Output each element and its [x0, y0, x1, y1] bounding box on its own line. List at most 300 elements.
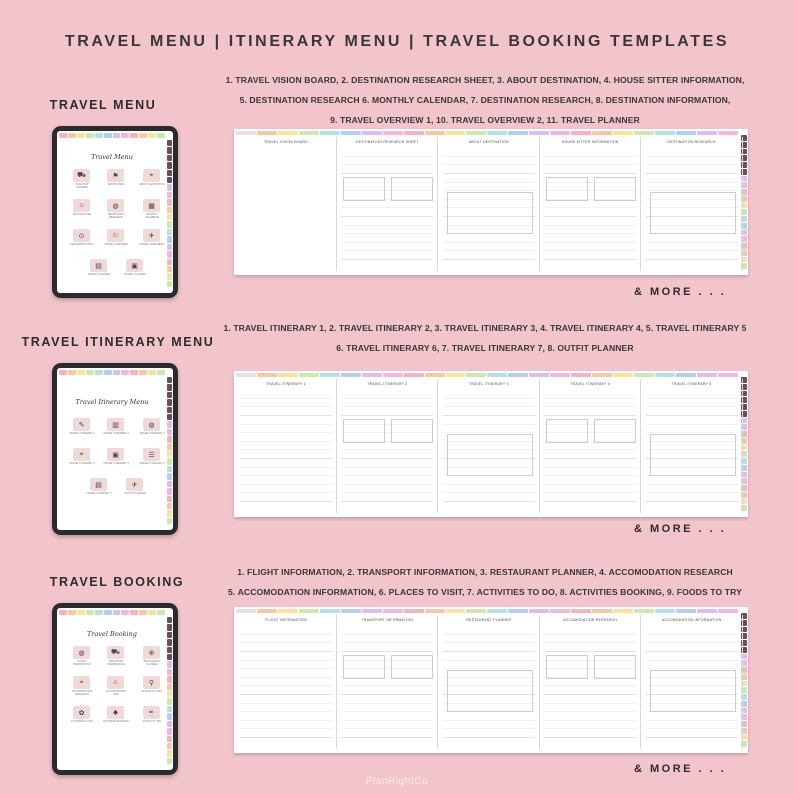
side-tab[interactable] — [167, 451, 172, 457]
outfit-icon[interactable]: ✈ — [126, 478, 143, 491]
template-page — [337, 379, 438, 513]
template-page — [642, 615, 743, 749]
tab[interactable] — [77, 370, 85, 375]
template-page-title: TRAVEL ITINERARY 3 — [468, 382, 509, 386]
side-tab[interactable] — [167, 488, 172, 494]
template-page-title: RESTAURANT PLANNER — [466, 618, 512, 622]
suitcase-icon[interactable]: ▣ — [107, 448, 124, 461]
tab[interactable] — [121, 370, 129, 375]
tab[interactable] — [362, 131, 382, 135]
globe-icon[interactable]: ◍ — [107, 199, 124, 212]
template-box — [594, 419, 636, 443]
side-tab[interactable] — [167, 503, 172, 509]
tile-caption: TRAVEL PLANNER — [124, 273, 146, 276]
template-page-title: DESTINATION RESEARCH SHEET — [356, 140, 419, 144]
tab[interactable] — [257, 609, 277, 613]
side-tab[interactable] — [167, 407, 172, 413]
tab[interactable] — [148, 370, 156, 375]
tab[interactable] — [487, 131, 507, 135]
booking-icon[interactable]: ✸ — [107, 706, 124, 719]
tab[interactable] — [466, 373, 486, 377]
tile-caption: ABOUT DESTINATION — [139, 183, 165, 186]
tab[interactable] — [550, 131, 570, 135]
tab[interactable] — [320, 131, 340, 135]
tab[interactable] — [86, 610, 94, 615]
side-tab[interactable] — [167, 162, 172, 168]
tab[interactable] — [676, 131, 696, 135]
ruled-lines — [544, 626, 636, 745]
template-page — [540, 615, 641, 749]
side-tab[interactable] — [167, 281, 172, 287]
tile-caption: OUTFIT PLANNER — [124, 492, 146, 495]
tab[interactable] — [77, 133, 85, 138]
tile-caption: ACCOMODATION INFO — [105, 690, 127, 696]
ruled-lines — [544, 390, 636, 509]
tablet-preview-itinerary-menu — [52, 363, 178, 535]
template-page-title: TRAVEL ITINERARY 5 — [671, 382, 712, 386]
tab[interactable] — [404, 373, 424, 377]
tab[interactable] — [634, 373, 654, 377]
template-box — [650, 192, 736, 234]
tab[interactable] — [718, 609, 738, 613]
tablet-screen — [57, 368, 173, 530]
side-tab[interactable] — [167, 273, 172, 279]
tab[interactable] — [613, 609, 633, 613]
template-page — [439, 379, 540, 513]
tab[interactable] — [278, 609, 298, 613]
tab[interactable] — [529, 609, 549, 613]
tab[interactable] — [148, 610, 156, 615]
side-tab[interactable] — [167, 229, 172, 235]
side-tab[interactable] — [167, 147, 172, 153]
pin-icon[interactable]: ⊙ — [73, 229, 90, 242]
tab[interactable] — [257, 131, 277, 135]
tab[interactable] — [508, 131, 528, 135]
house-icon[interactable]: ⌂ — [73, 199, 90, 212]
side-tab[interactable] — [167, 429, 172, 435]
side-tab[interactable] — [167, 676, 172, 682]
tab[interactable] — [95, 610, 103, 615]
tab[interactable] — [104, 610, 112, 615]
tab[interactable] — [404, 131, 424, 135]
template-box — [594, 655, 636, 679]
template-page — [337, 137, 438, 271]
template-page-title: ABOUT DESTINATION — [468, 140, 509, 144]
tab[interactable] — [157, 370, 165, 375]
globe-icon[interactable]: ◍ — [73, 646, 90, 659]
tab[interactable] — [236, 373, 256, 377]
car-icon[interactable]: ⛟ — [107, 646, 124, 659]
map-pin-icon[interactable]: ⌖ — [73, 448, 90, 461]
tab[interactable] — [130, 133, 138, 138]
ruled-lines — [544, 148, 636, 267]
flag-icon[interactable]: ⚑ — [107, 169, 124, 182]
tab[interactable] — [404, 609, 424, 613]
description-line: 9. TRAVEL OVERVIEW 1, 10. TRAVEL OVERVIEW 2, 11. TRAVEL PLANNER — [330, 115, 640, 125]
tab[interactable] — [676, 373, 696, 377]
tab[interactable] — [571, 609, 591, 613]
template-page-title: TRANSPORT INFORMATION — [361, 618, 414, 622]
tablet-preview-travel-booking — [52, 603, 178, 775]
ticket-icon[interactable]: ▣ — [126, 259, 143, 272]
template-page — [540, 137, 641, 271]
car-icon[interactable]: ⛟ — [73, 169, 90, 182]
tab[interactable] — [104, 370, 112, 375]
side-tab[interactable] — [167, 414, 172, 420]
tile-caption: TRAVEL ITINERARY 2 — [103, 432, 129, 435]
section-title-travel-itinerary-menu: TRAVEL ITINERARY MENU — [21, 335, 215, 349]
tab[interactable] — [236, 609, 256, 613]
tab[interactable] — [59, 610, 67, 615]
template-page — [642, 379, 743, 513]
side-tab[interactable] — [167, 698, 172, 704]
template-box — [546, 655, 588, 679]
tile-caption: MONTHLY CALENDAR — [145, 213, 159, 219]
side-tab[interactable] — [167, 691, 172, 697]
tab[interactable] — [299, 131, 319, 135]
tab[interactable] — [697, 131, 717, 135]
template-box — [447, 670, 533, 712]
tile-caption: DESTINATION RESEARCH — [107, 213, 125, 219]
tile-caption: ACTIVITIES BOOKING — [103, 720, 129, 723]
map-pin-icon[interactable]: ⌖ — [73, 676, 90, 689]
side-tab[interactable] — [167, 155, 172, 161]
tile-caption: TRAVEL ITINERARY 5 — [103, 462, 129, 465]
side-tab[interactable] — [167, 736, 172, 742]
restaurant-icon[interactable]: ⊕ — [143, 646, 160, 659]
template-box — [343, 419, 385, 443]
tab[interactable] — [592, 373, 612, 377]
tile-caption: DESTINATION INFO — [70, 243, 94, 246]
tab[interactable] — [655, 609, 675, 613]
tab[interactable] — [139, 133, 147, 138]
tablet-top-tabs — [59, 610, 165, 615]
side-tab[interactable] — [167, 706, 172, 712]
description-line: 5. DESTINATION RESEARCH 6. MONTHLY CALENDAR, 7. DESTINATION RESEARCH, 8. DESTINATION INFORMATION, — [239, 95, 731, 105]
template-spread-itinerary — [234, 371, 748, 517]
spread-top-tabs — [236, 609, 738, 613]
tile-caption: TRAVEL ITINERARY 3 — [139, 432, 165, 435]
tab[interactable] — [487, 609, 507, 613]
ruled-lines — [240, 390, 332, 509]
side-tab[interactable] — [167, 214, 172, 220]
side-tab[interactable] — [167, 259, 172, 265]
side-tab[interactable] — [167, 684, 172, 690]
map-pin-icon[interactable]: ⌖ — [143, 169, 160, 182]
hotel-icon[interactable]: ⌂ — [107, 676, 124, 689]
template-box — [391, 177, 433, 201]
side-tab[interactable] — [167, 721, 172, 727]
side-tab[interactable] — [167, 518, 172, 524]
tab[interactable] — [95, 133, 103, 138]
tab[interactable] — [362, 373, 382, 377]
side-tab[interactable] — [167, 436, 172, 442]
tab[interactable] — [95, 370, 103, 375]
tab[interactable] — [697, 373, 717, 377]
side-tab[interactable] — [167, 207, 172, 213]
side-tab[interactable] — [167, 251, 172, 257]
side-tab[interactable] — [167, 244, 172, 250]
tile-caption: FLIGHT INFORMATION — [73, 660, 91, 666]
tablet-side-tabs — [167, 377, 172, 524]
template-page-title: ACCOMODATION INFORMATION — [661, 618, 722, 622]
tile-caption: ACTIVITIES TO DO — [70, 720, 94, 723]
food-icon[interactable]: ☕ — [143, 706, 160, 719]
tab[interactable] — [77, 610, 85, 615]
tab[interactable] — [425, 131, 445, 135]
tab[interactable] — [278, 373, 298, 377]
tab[interactable] — [130, 610, 138, 615]
side-tab[interactable] — [167, 466, 172, 472]
tab[interactable] — [113, 610, 121, 615]
globe-icon[interactable]: ◍ — [143, 418, 160, 431]
tile-caption: DESTINATION — [107, 183, 125, 186]
side-tab[interactable] — [167, 266, 172, 272]
side-tab[interactable] — [167, 632, 172, 638]
tab[interactable] — [139, 610, 147, 615]
side-tab[interactable] — [167, 661, 172, 667]
calendar-icon[interactable]: ▦ — [143, 199, 160, 212]
tablet-menu-title: Travel Menu — [91, 153, 133, 161]
tablet-top-tabs — [59, 133, 165, 138]
tab[interactable] — [634, 609, 654, 613]
template-box — [546, 419, 588, 443]
template-box — [343, 177, 385, 201]
template-page — [236, 615, 337, 749]
tab[interactable] — [383, 131, 403, 135]
section-description-booking — [200, 562, 770, 602]
tab[interactable] — [341, 131, 361, 135]
template-box — [343, 655, 385, 679]
tab[interactable] — [508, 373, 528, 377]
tab[interactable] — [86, 133, 94, 138]
tab[interactable] — [341, 609, 361, 613]
tab[interactable] — [529, 373, 549, 377]
template-page-title: TRAVEL ITINERARY 4 — [570, 382, 611, 386]
tab[interactable] — [130, 370, 138, 375]
tab[interactable] — [466, 609, 486, 613]
tab[interactable] — [113, 370, 121, 375]
tile-caption: RESTAURANT PLANNER — [143, 660, 161, 666]
description-line: 5. ACCOMODATION INFORMATION, 6. PLACES TO VISIT, 7. ACTIVITIES TO DO, 8. ACTIVITIES BOOKING, 9. FOODS TO TRY — [228, 587, 742, 597]
tab[interactable] — [655, 373, 675, 377]
brand-watermark: PlanRightCo — [365, 776, 429, 787]
side-tab[interactable] — [167, 199, 172, 205]
tab[interactable] — [139, 370, 147, 375]
tablet-screen — [57, 608, 173, 770]
description-line: 1. TRAVEL VISION BOARD, 2. DESTINATION RESEARCH SHEET, 3. ABOUT DESTINATION, 4. HOUSE SITTER INFORMATION, — [225, 75, 745, 85]
side-tab[interactable] — [167, 399, 172, 405]
side-tab[interactable] — [167, 639, 172, 645]
template-spread-booking — [234, 607, 748, 753]
tablet-preview-travel-menu — [52, 126, 178, 298]
side-tab[interactable] — [167, 647, 172, 653]
tab[interactable] — [529, 131, 549, 135]
tab[interactable] — [362, 609, 382, 613]
tab[interactable] — [676, 609, 696, 613]
template-spread-travel-menu — [234, 129, 748, 275]
side-tab[interactable] — [167, 140, 172, 146]
description-line: 6. TRAVEL ITINERARY 6, 7. TRAVEL ITINERARY 7, 8. OUTFIT PLANNER — [336, 343, 634, 353]
tab[interactable] — [299, 609, 319, 613]
side-tab[interactable] — [167, 743, 172, 749]
tab[interactable] — [236, 131, 256, 135]
tab[interactable] — [425, 373, 445, 377]
template-page — [642, 137, 743, 271]
section-description-itinerary — [200, 318, 770, 358]
checklist-icon[interactable]: ☰ — [143, 448, 160, 461]
tab[interactable] — [278, 131, 298, 135]
side-tab[interactable] — [167, 236, 172, 242]
side-tab[interactable] — [167, 758, 172, 764]
tablet-menu-title: Travel Booking — [87, 630, 137, 638]
tab[interactable] — [59, 370, 67, 375]
side-tab[interactable] — [167, 473, 172, 479]
tab[interactable] — [257, 373, 277, 377]
side-tab[interactable] — [167, 458, 172, 464]
side-tab[interactable] — [167, 481, 172, 487]
description-line: 1. FLIGHT INFORMATION, 2. TRANSPORT INFORMATION, 3. RESTAURANT PLANNER, 4. ACCOMODATION RESEARCH — [237, 567, 733, 577]
tab[interactable] — [446, 131, 466, 135]
tablet-top-tabs — [59, 370, 165, 375]
tab[interactable] — [592, 609, 612, 613]
tab[interactable] — [320, 609, 340, 613]
section-title-travel-menu: TRAVEL MENU — [49, 98, 157, 112]
tablet-side-tabs — [167, 617, 172, 764]
template-page — [337, 615, 438, 749]
template-page — [439, 137, 540, 271]
side-tab[interactable] — [167, 177, 172, 183]
tab[interactable] — [86, 370, 94, 375]
side-tab[interactable] — [167, 654, 172, 660]
template-page-title: HOUSE SITTER INFORMATION — [561, 140, 619, 144]
tab[interactable] — [121, 133, 129, 138]
template-box — [546, 177, 588, 201]
tile-caption: TRAVEL OVERVIEW 2 — [139, 243, 165, 246]
tab[interactable] — [718, 373, 738, 377]
activities-icon[interactable]: ✿ — [73, 706, 90, 719]
tab[interactable] — [104, 133, 112, 138]
tab[interactable] — [508, 609, 528, 613]
tab[interactable] — [571, 373, 591, 377]
tab[interactable] — [68, 370, 76, 375]
tab[interactable] — [550, 609, 570, 613]
more-label: & MORE . . . — [634, 286, 727, 298]
tab[interactable] — [718, 131, 738, 135]
side-tab[interactable] — [167, 510, 172, 516]
ruled-lines — [341, 626, 433, 745]
tab[interactable] — [320, 373, 340, 377]
map-icon[interactable]: ▤ — [90, 259, 107, 272]
tile-caption: TRAVEL ITINERARY 4 — [69, 462, 95, 465]
side-tab[interactable] — [167, 624, 172, 630]
tab[interactable] — [121, 610, 129, 615]
tab[interactable] — [634, 131, 654, 135]
side-tab[interactable] — [167, 221, 172, 227]
template-box — [391, 419, 433, 443]
template-page — [236, 379, 337, 513]
side-tab[interactable] — [167, 496, 172, 502]
tile-caption: FOODS TO TRY — [142, 720, 162, 723]
tab[interactable] — [571, 131, 591, 135]
tab[interactable] — [466, 131, 486, 135]
ruled-lines — [341, 148, 433, 267]
tab[interactable] — [425, 609, 445, 613]
airplane-icon[interactable]: ✈ — [143, 229, 160, 242]
itinerary-icon[interactable]: ✎ — [73, 418, 90, 431]
template-page-title: TRAVEL ITINERARY 2 — [367, 382, 408, 386]
tile-caption: TRAVEL PLANNER — [88, 273, 110, 276]
tab[interactable] — [550, 373, 570, 377]
template-page-title: TRAVEL VISION BOARD — [264, 140, 308, 144]
side-tab[interactable] — [167, 444, 172, 450]
side-tab[interactable] — [167, 192, 172, 198]
tab[interactable] — [655, 131, 675, 135]
more-label: & MORE . . . — [634, 523, 727, 535]
side-tab[interactable] — [167, 617, 172, 623]
tab[interactable] — [592, 131, 612, 135]
tab[interactable] — [157, 133, 165, 138]
tab[interactable] — [446, 373, 466, 377]
template-box — [594, 177, 636, 201]
tablet-screen — [57, 131, 173, 293]
side-tab[interactable] — [167, 377, 172, 383]
tablet-menu-title: Travel Itinerary Menu — [75, 398, 149, 406]
side-tab[interactable] — [167, 392, 172, 398]
side-tab[interactable] — [167, 669, 172, 675]
side-tab[interactable] — [167, 713, 172, 719]
tab[interactable] — [697, 609, 717, 613]
tab[interactable] — [157, 610, 165, 615]
side-tab[interactable] — [167, 728, 172, 734]
template-page — [540, 379, 641, 513]
tab[interactable] — [59, 133, 67, 138]
tab[interactable] — [148, 133, 156, 138]
side-tab[interactable] — [167, 384, 172, 390]
tile-caption: TRAVEL ITINERARY 7 — [86, 492, 112, 495]
side-tab[interactable] — [167, 170, 172, 176]
tile-caption: PLACES TO VISIT — [141, 690, 163, 693]
template-page-title: TRAVEL ITINERARY 1 — [266, 382, 306, 386]
template-box — [650, 670, 736, 712]
ruled-lines — [341, 390, 433, 509]
tab[interactable] — [341, 373, 361, 377]
tab[interactable] — [613, 131, 633, 135]
template-page-title: ACCOMODATION RESEARCH — [563, 618, 618, 622]
tab[interactable] — [113, 133, 121, 138]
tab[interactable] — [383, 373, 403, 377]
tab[interactable] — [613, 373, 633, 377]
tile-caption: TRANSPORT INFORMATION — [107, 660, 125, 666]
flag-icon[interactable]: ⚐ — [107, 229, 124, 242]
tab[interactable] — [68, 610, 76, 615]
side-tab[interactable] — [167, 184, 172, 190]
tab[interactable] — [487, 373, 507, 377]
tab[interactable] — [446, 609, 466, 613]
tab[interactable] — [68, 133, 76, 138]
template-page-title: FLIGHT INFORMATION — [265, 618, 307, 622]
side-tab[interactable] — [167, 750, 172, 756]
tab[interactable] — [299, 373, 319, 377]
side-tab[interactable] — [167, 421, 172, 427]
luggage-icon[interactable]: ▥ — [107, 418, 124, 431]
spread-top-tabs — [236, 131, 738, 135]
places-icon[interactable]: ⚲ — [143, 676, 160, 689]
tab[interactable] — [383, 609, 403, 613]
tile-caption: TRAVEL ITINERARY 1 — [69, 432, 95, 435]
map-icon[interactable]: ▤ — [90, 478, 107, 491]
template-page — [439, 615, 540, 749]
